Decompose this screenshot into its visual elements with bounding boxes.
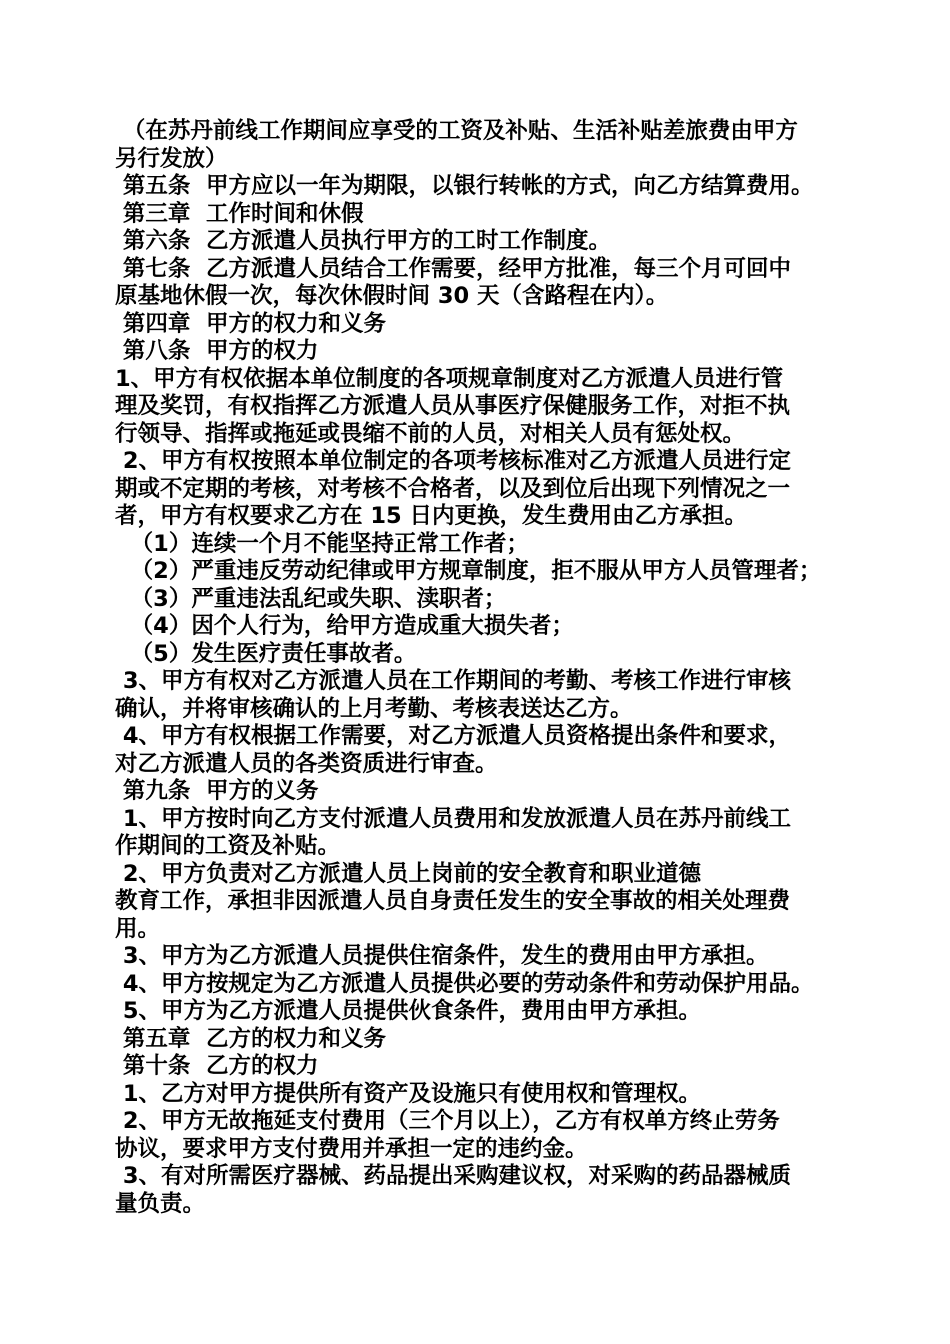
list-item: 2、甲方负责对乙方派遣人员上岗前的安全教育和职业道德	[115, 860, 701, 887]
list-item: 1、甲方按时向乙方支付派遣人员费用和发放派遣人员在苏丹前线工	[115, 805, 791, 832]
text-line: 另行发放）	[115, 145, 228, 172]
list-item: 1、乙方对甲方提供所有资产及设施只有使用权和管理权。	[115, 1080, 701, 1107]
list-item: 3、甲方有权对乙方派遣人员在工作期间的考勤、考核工作进行审核	[115, 668, 791, 694]
text-line: 协议，要求甲方支付费用并承担一定的违约金。	[115, 1135, 588, 1162]
text-line: 期或不定期的考核，对考核不合格者，以及到位后出现下列情况之一	[115, 475, 791, 502]
text-line: 原基地休假一次，每次休假时间 30 天（含路程在内）。	[115, 283, 669, 309]
text-line: 理及奖罚，有权指挥乙方派遣人员从事医疗保健服务工作，对拒不执	[115, 393, 791, 419]
text-line: 行领导、指挥或拖延或畏缩不前的人员，对相关人员有惩处权。	[115, 420, 746, 447]
text-line: 确认，并将审核确认的上月考勤、考核表送达乙方。	[115, 695, 633, 722]
text-line: 者，甲方有权要求乙方在 15 日内更换，发生费用由乙方承担。	[115, 503, 747, 529]
text-line: 教育工作，承担非因派遣人员自身责任发生的安全事故的相关处理费	[115, 888, 791, 914]
list-item: 4、甲方有权根据工作需要，对乙方派遣人员资格提出条件和要求，	[115, 723, 791, 749]
list-item: 3、甲方为乙方派遣人员提供住宿条件，发生的费用由甲方承担。	[115, 943, 769, 969]
chapter-heading: 第五章 乙方的权力和义务	[115, 1025, 387, 1052]
article-heading: 第六条 乙方派遣人员执行甲方的工时工作制度。	[115, 228, 612, 254]
sub-list-item: （2）严重违反劳动纪律或甲方规章制度，拒不服从甲方人员管理者；	[115, 558, 822, 584]
chapter-heading: 第三章 工作时间和休假	[115, 200, 364, 227]
article-heading: 第八条 甲方的权力	[115, 338, 319, 364]
list-item: 2、甲方无故拖延支付费用（三个月以上），乙方有权单方终止劳务	[115, 1108, 780, 1134]
article-heading: 第九条 甲方的义务	[115, 778, 319, 804]
article-heading: 第十条 乙方的权力	[115, 1053, 319, 1079]
text-line: 作期间的工资及补贴。	[115, 833, 341, 859]
text-line: 量负责。	[115, 1190, 206, 1217]
sub-list-item: （1）连续一个月不能坚持正常工作者；	[115, 530, 529, 557]
list-item: 1、甲方有权依据本单位制度的各项规章制度对乙方派遣人员进行管	[115, 365, 784, 392]
text-line: 对乙方派遣人员的各类资质进行审查。	[115, 750, 498, 777]
list-item: 5、甲方为乙方派遣人员提供伙食条件，费用由甲方承担。	[115, 998, 701, 1024]
list-item: 3、有对所需医疗器械、药品提出采购建议权，对采购的药品器械质	[115, 1163, 791, 1189]
chapter-heading: 第四章 甲方的权力和义务	[115, 310, 387, 337]
sub-list-item: （5）发生医疗责任事故者。	[115, 640, 417, 667]
sub-list-item: （4）因个人行为，给甲方造成重大损失者；	[115, 613, 574, 639]
sub-list-item: （3）严重违法乱纪或失职、渎职者；	[115, 585, 507, 612]
article-heading: 第七条 乙方派遣人员结合工作需要，经甲方批准，每三个月可回中	[115, 255, 792, 282]
list-item: 4、甲方按规定为乙方派遣人员提供必要的劳动条件和劳动保护用品。	[115, 970, 814, 997]
list-item: 2、甲方有权按照本单位制定的各项考核标准对乙方派遣人员进行定	[115, 448, 791, 474]
document-body	[115, 118, 843, 1218]
text-line: （在苏丹前线工作期间应享受的工资及补贴、生活补贴差旅费由甲方	[115, 118, 798, 144]
article-heading: 第五条 甲方应以一年为期限，以银行转帐的方式，向乙方结算费用。	[115, 173, 814, 199]
text-line: 用。	[115, 915, 161, 942]
